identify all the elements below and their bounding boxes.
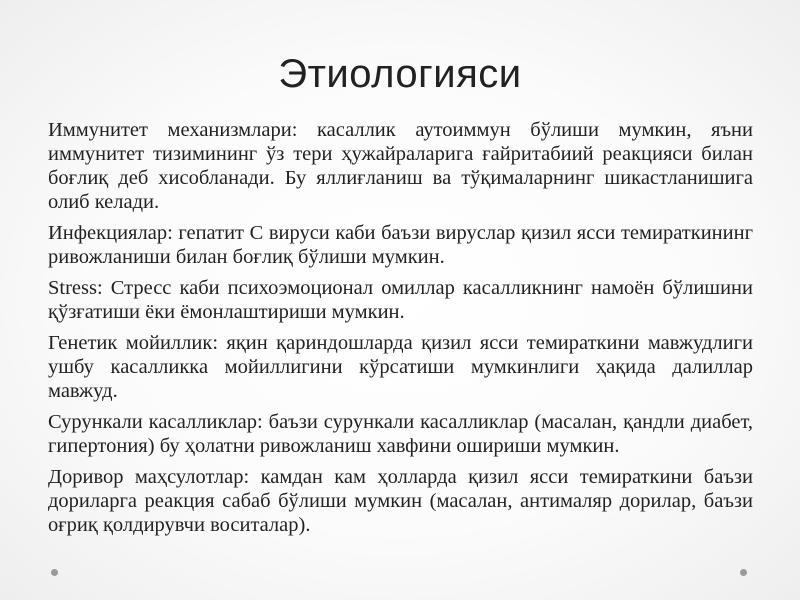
slide-body [48, 118, 753, 544]
paragraph-infections: Инфекциялар: гепатит C вируси каби баъзи вируслар қизил ясси темираткининг ривожланиши билан боғлиқ бўлиши мумкин. [48, 222, 753, 268]
paragraph-immunity: Иммунитет механизмлари: касаллик аутоиммун бўлиши мумкин, яъни иммунитет тизимининг ўз тери ҳужайраларига ғайритабиий реакцияси билан боғлиқ деб хисобланади. Бу яллиғланиш ва тўқималарнинг шикастланишига олиб келади. [48, 119, 753, 213]
bullet-dot-right-icon [740, 569, 747, 576]
bullet-dot-left-icon [51, 569, 58, 576]
paragraph-genetics: Генетик мойиллик: яқин қариндошларда қизил ясси темираткини мавжудлиги ушбу касалликка мойиллигини кўрсатиши мумкинлиги ҳақида далиллар мавжуд. [48, 332, 753, 402]
paragraph-chronic-diseases: Сурункали касалликлар: баъзи сурункали касалликлар (масалан, қандли диабет, гипертония) бу ҳолатни ривожланиш хавфини ошириши мумкин. [48, 411, 753, 457]
paragraph-stress: Stress: Стресс каби психоэмоционал омиллар касалликнинг намоён бўлишини қўзғатиши ёки ёмонлаштириши мумкин. [48, 277, 753, 323]
paragraph-medications: Доривор маҳсулотлар: камдан кам ҳолларда қизил ясси темираткини баъзи дориларга реакция сабаб бўлиши мумкин (масалан, антималяр дорилар, баъзи оғриқ қолдирувчи воситалар). [48, 466, 753, 536]
slide-title: Этиологияси [278, 52, 522, 96]
